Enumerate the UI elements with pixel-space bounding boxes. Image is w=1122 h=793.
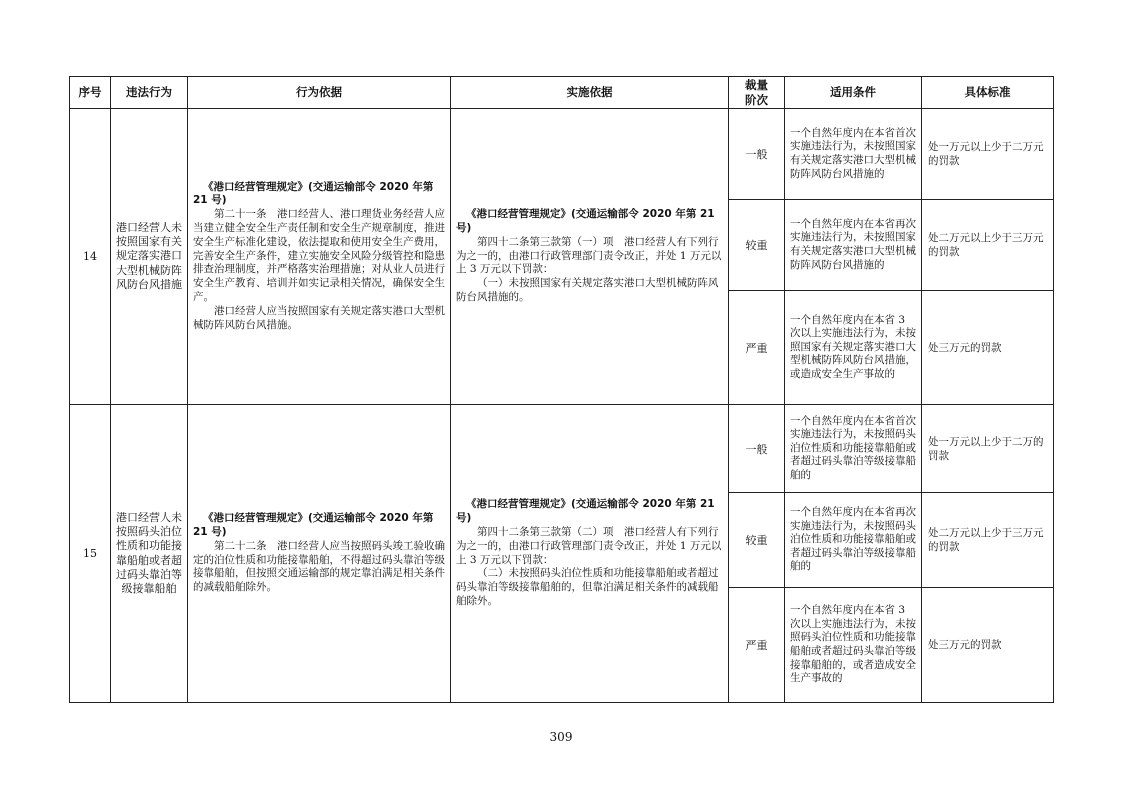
level-cell: 较重 bbox=[729, 200, 785, 291]
condition-cell: 一个自然年度内在本省再次实施违法行为，未按照国家有关规定落实港口大型机械防阵风防台风措施的 bbox=[785, 200, 922, 291]
condition-cell: 一个自然年度内在本省 3 次以上实施违法行为，未按照码头泊位性质和功能接靠船舶或者超过码头靠泊等级接靠船舶的，或者造成安全生产事故的 bbox=[785, 588, 922, 703]
impl-basis-paragraph: 第四十二条第三款第（二）项 港口经营人有下列行为之一的，由港口行政管理部门责令改正，并处 1 万元以上 3 万元以下罚款： bbox=[456, 525, 722, 566]
header-impl-basis: 实施依据 bbox=[451, 77, 729, 109]
act-basis-paragraph: 第二十二条 港口经营人应当按照码头竣工验收确定的泊位性质和功能接靠船舶，不得超过码头靠泊等级接靠船舶，但按照交通运输部的规定靠泊满足相关条件的减载船舶除外。 bbox=[193, 539, 445, 594]
condition-cell: 一个自然年度内在本省 3 次以上实施违法行为，未按照国家有关规定落实港口大型机械防阵风防台风措施，或造成安全生产事故的 bbox=[785, 291, 922, 405]
impl-basis-cell bbox=[451, 405, 729, 703]
level-cell: 一般 bbox=[729, 109, 785, 200]
condition-cell: 一个自然年度内在本省首次实施违法行为，未按照码头泊位性质和功能接靠船舶或者超过码头靠泊等级接靠船舶的 bbox=[785, 405, 922, 493]
impl-basis-title: 《港口经营管理规定》(交通运输部令 2020 年第 21 号) bbox=[456, 498, 715, 525]
impl-basis-title: 《港口经营管理规定》(交通运输部令 2020 年第 21 号) bbox=[456, 208, 715, 234]
violation-cell: 港口经营人未按照码头泊位性质和功能接靠船舶或者超过码头靠泊等级接靠船舶 bbox=[111, 405, 188, 703]
header-no: 序号 bbox=[70, 77, 111, 109]
header-condition: 适用条件 bbox=[785, 77, 922, 109]
act-basis-title: 《港口经营管理规定》(交通运输部令 2020 年第 21 号) bbox=[193, 512, 434, 538]
impl-basis-cell bbox=[451, 109, 729, 405]
act-basis-cell bbox=[188, 109, 451, 405]
row-number: 15 bbox=[70, 405, 111, 703]
condition-cell: 一个自然年度内在本省再次实施违法行为，未按照码头泊位性质和功能接靠船舶或者超过码头靠泊等级接靠船舶的 bbox=[785, 493, 922, 588]
standard-cell: 处三万元的罚款 bbox=[922, 291, 1054, 405]
act-basis-paragraph: 港口经营人应当按照国家有关规定落实港口大型机械防阵风防台风措施。 bbox=[193, 304, 445, 331]
condition-cell: 一个自然年度内在本省首次实施违法行为，未按照国家有关规定落实港口大型机械防阵风防台风措施的 bbox=[785, 109, 922, 200]
standard-cell: 处二万元以上少于三万元的罚款 bbox=[922, 200, 1054, 291]
row-number: 14 bbox=[70, 109, 111, 405]
standard-cell: 处一万元以上少于二万元的罚款 bbox=[922, 109, 1054, 200]
header-standard: 具体标准 bbox=[922, 77, 1054, 109]
header-violation: 违法行为 bbox=[111, 77, 188, 109]
impl-basis-paragraph: （二）未按照码头泊位性质和功能接靠船舶或者超过码头靠泊等级接靠船舶的，但靠泊满足相关条件的减载船舶除外。 bbox=[456, 567, 719, 607]
act-basis-title: 《港口经营管理规定》(交通运输部令 2020 年第 21 号) bbox=[193, 180, 434, 207]
level-cell: 一般 bbox=[729, 405, 785, 493]
act-basis-paragraph: 第二十一条 港口经营人、港口理货业务经营人应当建立健全安全生产责任制和安全生产规章制度，推进安全生产标准化建设，依法提取和使用安全生产费用，完善安全生产条件，建立实施安全风险分级管控和隐患排查治理制度，并严格落实治理措施；对从业人员进行安全生产教育、培训并如实记录相关情况，确保安全生产。 bbox=[193, 208, 445, 303]
table-row bbox=[70, 405, 1054, 493]
table-row bbox=[70, 109, 1054, 200]
impl-basis-paragraph: （一）未按照国家有关规定落实港口大型机械防阵风防台风措施的。 bbox=[456, 277, 719, 303]
header-row bbox=[70, 77, 1054, 109]
standard-cell: 处一万元以上少于二万的罚款 bbox=[922, 405, 1054, 493]
impl-basis-paragraph: 第四十二条第三款第（一）项 港口经营人有下列行为之一的，由港口行政管理部门责令改正，并处 1 万元以上 3 万元以下罚款： bbox=[456, 235, 722, 276]
penalty-table bbox=[69, 76, 1054, 703]
level-cell: 严重 bbox=[729, 291, 785, 405]
standard-cell: 处三万元的罚款 bbox=[922, 588, 1054, 703]
level-cell: 较重 bbox=[729, 493, 785, 588]
header-act-basis: 行为依据 bbox=[188, 77, 451, 109]
header-level: 裁量阶次 bbox=[729, 77, 785, 109]
act-basis-cell bbox=[188, 405, 451, 703]
level-cell: 严重 bbox=[729, 588, 785, 703]
page-number: 309 bbox=[549, 730, 573, 744]
standard-cell: 处二万元以上少于三万元的罚款 bbox=[922, 493, 1054, 588]
violation-cell: 港口经营人未按照国家有关规定落实港口大型机械防阵风防台风措施 bbox=[111, 109, 188, 405]
